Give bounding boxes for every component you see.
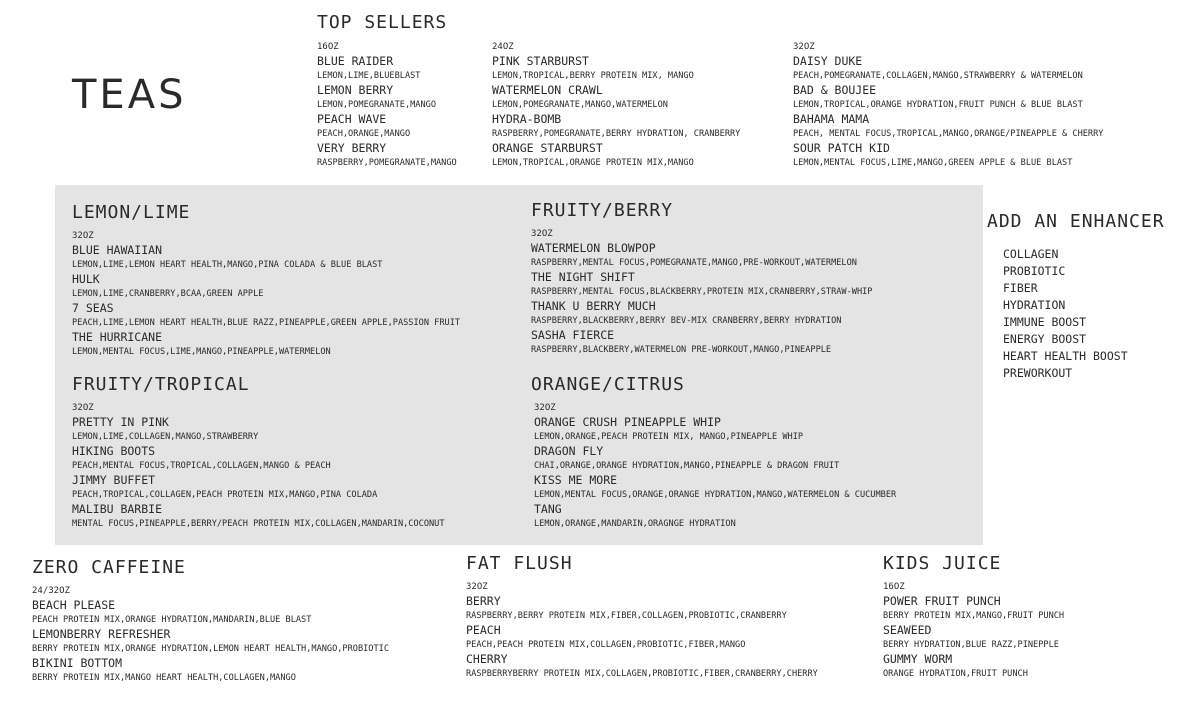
menu-item xyxy=(793,112,1103,141)
menu-item xyxy=(531,299,872,328)
enhancer-item: COLLAGEN xyxy=(1003,247,1059,261)
item-name: ORANGE CRUSH PINEAPPLE WHIP xyxy=(534,415,721,429)
menu-item xyxy=(492,141,740,170)
size-label: 16OZ xyxy=(883,582,905,592)
item-ingredients: LEMON,TROPICAL,BERRY PROTEIN MIX, MANGO xyxy=(492,71,694,81)
enhancer-item: PREWORKOUT xyxy=(1003,366,1073,380)
page-title: TEAS xyxy=(72,72,187,118)
item-name: PINK STARBURST xyxy=(492,54,589,68)
item-name: THANK U BERRY MUCH xyxy=(531,299,656,313)
item-ingredients: BERRY PROTEIN MIX,MANGO,FRUIT PUNCH xyxy=(883,611,1065,621)
item-name: 7 SEAS xyxy=(72,301,114,315)
menu-item xyxy=(466,652,818,681)
size-label: 24OZ xyxy=(492,42,514,52)
enhancer-item: HEART HEALTH BOOST xyxy=(1003,349,1128,363)
menu-item xyxy=(531,328,872,357)
fat-flush-section xyxy=(466,553,818,681)
item-name: THE NIGHT SHIFT xyxy=(531,270,635,284)
item-ingredients: PEACH,ORANGE,MANGO xyxy=(317,129,411,139)
item-ingredients: PEACH PROTEIN MIX,ORANGE HYDRATION,MANDARIN,BLUE BLAST xyxy=(32,615,312,625)
size-label: 32OZ xyxy=(466,582,488,592)
menu-item xyxy=(72,473,445,502)
item-name: BAD & BOUJEE xyxy=(793,83,877,97)
item-name: DRAGON FLY xyxy=(534,444,604,458)
item-name: PEACH xyxy=(466,623,501,637)
menu-item xyxy=(492,54,740,83)
item-name: THE HURRICANE xyxy=(72,330,163,344)
enhancer-item: FIBER xyxy=(1003,281,1038,295)
menu-item xyxy=(531,415,896,444)
size-label: 24/32OZ xyxy=(32,586,70,596)
item-name: BLUE RAIDER xyxy=(317,54,394,68)
item-name: LEMON BERRY xyxy=(317,83,394,97)
section-title: KIDS JUICE xyxy=(883,553,1002,574)
fruity-berry-section xyxy=(531,200,872,357)
item-name: BLUE HAWAIIAN xyxy=(72,243,163,257)
item-ingredients: LEMON,LIME,BLUEBLAST xyxy=(317,71,421,81)
item-ingredients: PEACH,LIME,LEMON HEART HEALTH,BLUE RAZZ,PINEAPPLE,GREEN APPLE,PASSION FRUIT xyxy=(72,318,461,328)
item-ingredients: BERRY PROTEIN MIX,ORANGE HYDRATION,LEMON HEART HEALTH,MANGO,PROBIOTIC xyxy=(32,644,389,654)
item-name: WATERMELON CRAWL xyxy=(492,83,603,97)
item-ingredients: RASPBERRY,MENTAL FOCUS,POMEGRANATE,MANGO,PRE-WORKOUT,WATERMELON xyxy=(531,258,857,268)
item-name: BEACH PLEASE xyxy=(32,598,116,612)
item-ingredients: LEMON,ORANGE,MANDARIN,ORAGNGE HYDRATION xyxy=(534,519,736,529)
size-label: 32OZ xyxy=(793,42,815,52)
top-sellers-title: TOP SELLERS xyxy=(317,12,448,33)
item-ingredients: LEMON,MENTAL FOCUS,ORANGE,ORANGE HYDRATION,MANGO,WATERMELON & CUCUMBER xyxy=(534,490,897,500)
item-ingredients: LEMON,TROPICAL,ORANGE PROTEIN MIX,MANGO xyxy=(492,158,694,168)
enhancer-item: ENERGY BOOST xyxy=(1003,332,1087,346)
item-name: ORANGE STARBURST xyxy=(492,141,603,155)
size-label: 32OZ xyxy=(72,231,94,241)
section-title: ORANGE/CITRUS xyxy=(531,374,685,395)
item-ingredients: PEACH,POMEGRANATE,COLLAGEN,MANGO,STRAWBERRY & WATERMELON xyxy=(793,71,1083,81)
fruity-tropical-section xyxy=(72,374,445,531)
menu-item xyxy=(317,54,457,83)
item-ingredients: RASPBERRYBERRY PROTEIN MIX,COLLAGEN,PROBIOTIC,FIBER,CRANBERRY,CHERRY xyxy=(466,669,818,679)
menu-item xyxy=(72,272,460,301)
item-ingredients: LEMON,LIME,CRANBERRY,BCAA,GREEN APPLE xyxy=(72,289,264,299)
orange-citrus-section xyxy=(531,374,896,531)
item-ingredients: LEMON,LIME,COLLAGEN,MANGO,STRAWBERRY xyxy=(72,432,259,442)
item-name: CHERRY xyxy=(466,652,508,666)
item-ingredients: LEMON,ORANGE,PEACH PROTEIN MIX, MANGO,PINEAPPLE WHIP xyxy=(534,432,804,442)
item-ingredients: RASPBERRY,BLACKBERRY,BERRY BEV-MIX CRANBERRY,BERRY HYDRATION xyxy=(531,316,842,326)
item-name: VERY BERRY xyxy=(317,141,387,155)
item-ingredients: PEACH,PEACH PROTEIN MIX,COLLAGEN,PROBIOTIC,FIBER,MANGO xyxy=(466,640,746,650)
menu-item xyxy=(72,444,445,473)
item-ingredients: RASPBERRY,BERRY PROTEIN MIX,FIBER,COLLAGEN,PROBIOTIC,CRANBERRY xyxy=(466,611,787,621)
menu-item xyxy=(317,112,457,141)
menu-item xyxy=(72,330,460,359)
item-ingredients: PEACH,TROPICAL,COLLAGEN,PEACH PROTEIN MIX,MANGO,PINA COLADA xyxy=(72,490,378,500)
zero-caffeine-section xyxy=(32,557,389,685)
item-ingredients: PEACH,MENTAL FOCUS,TROPICAL,COLLAGEN,MANGO & PEACH xyxy=(72,461,331,471)
item-ingredients: LEMON,MENTAL FOCUS,LIME,MANGO,GREEN APPLE & BLUE BLAST xyxy=(793,158,1073,168)
item-name: TANG xyxy=(534,502,562,516)
section-title: FAT FLUSH xyxy=(466,553,573,574)
menu-item xyxy=(531,502,896,531)
section-title: LEMON/LIME xyxy=(72,202,191,223)
menu-item xyxy=(72,301,460,330)
menu-item xyxy=(531,473,896,502)
item-name: BERRY xyxy=(466,594,501,608)
menu-item xyxy=(492,83,740,112)
item-name: BAHAMA MAMA xyxy=(793,112,870,126)
item-name: KISS ME MORE xyxy=(534,473,618,487)
item-ingredients: LEMON,POMEGRANATE,MANGO,WATERMELON xyxy=(492,100,668,110)
item-name: BIKINI BOTTOM xyxy=(32,656,123,670)
enhancer-item: IMMUNE BOOST xyxy=(1003,315,1087,329)
item-ingredients: RASPBERRY,BLACKBERY,WATERMELON PRE-WORKOUT,MANGO,PINEAPPLE xyxy=(531,345,832,355)
menu-item xyxy=(32,627,389,656)
item-name: HYDRA-BOMB xyxy=(492,112,562,126)
enhancer-list xyxy=(987,246,1165,382)
item-ingredients: PEACH, MENTAL FOCUS,TROPICAL,MANGO,ORANGE/PINEAPPLE & CHERRY xyxy=(793,129,1104,139)
item-name: LEMONBERRY REFRESHER xyxy=(32,627,171,641)
enhancer-item: HYDRATION xyxy=(1003,298,1066,312)
item-ingredients: CHAI,ORANGE,ORANGE HYDRATION,MANGO,PINEAPPLE & DRAGON FRUIT xyxy=(534,461,840,471)
item-ingredients: RASPBERRY,MENTAL FOCUS,BLACKBERRY,PROTEIN MIX,CRANBERRY,STRAW-WHIP xyxy=(531,287,873,297)
menu-item xyxy=(793,83,1103,112)
item-name: SEAWEED xyxy=(883,623,932,637)
lemon-lime-section xyxy=(72,202,460,359)
item-name: SASHA FIERCE xyxy=(531,328,615,342)
item-ingredients: BERRY HYDRATION,BLUE RAZZ,PINEPPLE xyxy=(883,640,1059,650)
menu-item xyxy=(72,243,460,272)
menu-item xyxy=(32,598,389,627)
item-name: JIMMY BUFFET xyxy=(72,473,156,487)
item-name: PEACH WAVE xyxy=(317,112,387,126)
size-label: 32OZ xyxy=(534,403,556,413)
top-sellers-column-24oz xyxy=(492,42,740,170)
kids-juice-section xyxy=(883,553,1064,681)
section-title: ADD AN ENHANCER xyxy=(987,211,1165,232)
size-label: 32OZ xyxy=(72,403,94,413)
menu-item xyxy=(492,112,740,141)
menu-item xyxy=(466,623,818,652)
menu-item xyxy=(72,415,445,444)
menu-item xyxy=(72,502,445,531)
item-ingredients: LEMON,POMEGRANATE,MANGO xyxy=(317,100,436,110)
menu-item xyxy=(317,83,457,112)
menu-item xyxy=(793,54,1103,83)
item-name: WATERMELON BLOWPOP xyxy=(531,241,656,255)
item-ingredients: ORANGE HYDRATION,FRUIT PUNCH xyxy=(883,669,1028,679)
size-label: 16OZ xyxy=(317,42,339,52)
item-name: POWER FRUIT PUNCH xyxy=(883,594,1001,608)
section-title: FRUITY/BERRY xyxy=(531,200,674,221)
item-name: HULK xyxy=(72,272,100,286)
top-sellers-column-32oz xyxy=(793,42,1103,170)
top-sellers-section xyxy=(317,12,447,41)
item-ingredients: RASPBERRY,POMEGRANATE,BERRY HYDRATION, CRANBERRY xyxy=(492,129,741,139)
menu-item xyxy=(32,656,389,685)
menu-item xyxy=(466,594,818,623)
item-name: DAISY DUKE xyxy=(793,54,863,68)
item-ingredients: BERRY PROTEIN MIX,MANGO HEART HEALTH,COLLAGEN,MANGO xyxy=(32,673,296,683)
menu-item xyxy=(531,444,896,473)
menu-item xyxy=(531,241,872,270)
enhancer-item: PROBIOTIC xyxy=(1003,264,1066,278)
menu-item xyxy=(883,652,1064,681)
section-title: ZERO CAFFEINE xyxy=(32,557,186,578)
item-ingredients: LEMON,MENTAL FOCUS,LIME,MANGO,PINEAPPLE,WATERMELON xyxy=(72,347,331,357)
menu-item xyxy=(883,594,1064,623)
size-label: 32OZ xyxy=(531,229,553,239)
enhancer-section xyxy=(987,211,1165,382)
item-ingredients: LEMON,LIME,LEMON HEART HEALTH,MANGO,PINA COLADA & BLUE BLAST xyxy=(72,260,383,270)
item-ingredients: LEMON,TROPICAL,ORANGE HYDRATION,FRUIT PUNCH & BLUE BLAST xyxy=(793,100,1083,110)
item-name: HIKING BOOTS xyxy=(72,444,156,458)
item-ingredients: RASPBERRY,POMEGRANATE,MANGO xyxy=(317,158,457,168)
item-ingredients: MENTAL FOCUS,PINEAPPLE,BERRY/PEACH PROTEIN MIX,COLLAGEN,MANDARIN,COCONUT xyxy=(72,519,445,529)
item-name: MALIBU BARBIE xyxy=(72,502,163,516)
item-name: SOUR PATCH KID xyxy=(793,141,890,155)
menu-item xyxy=(317,141,457,170)
menu-item xyxy=(883,623,1064,652)
menu-item xyxy=(793,141,1103,170)
section-title: FRUITY/TROPICAL xyxy=(72,374,250,395)
item-name: PRETTY IN PINK xyxy=(72,415,169,429)
item-name: GUMMY WORM xyxy=(883,652,953,666)
top-sellers-column-16oz xyxy=(317,42,457,170)
menu-item xyxy=(531,270,872,299)
